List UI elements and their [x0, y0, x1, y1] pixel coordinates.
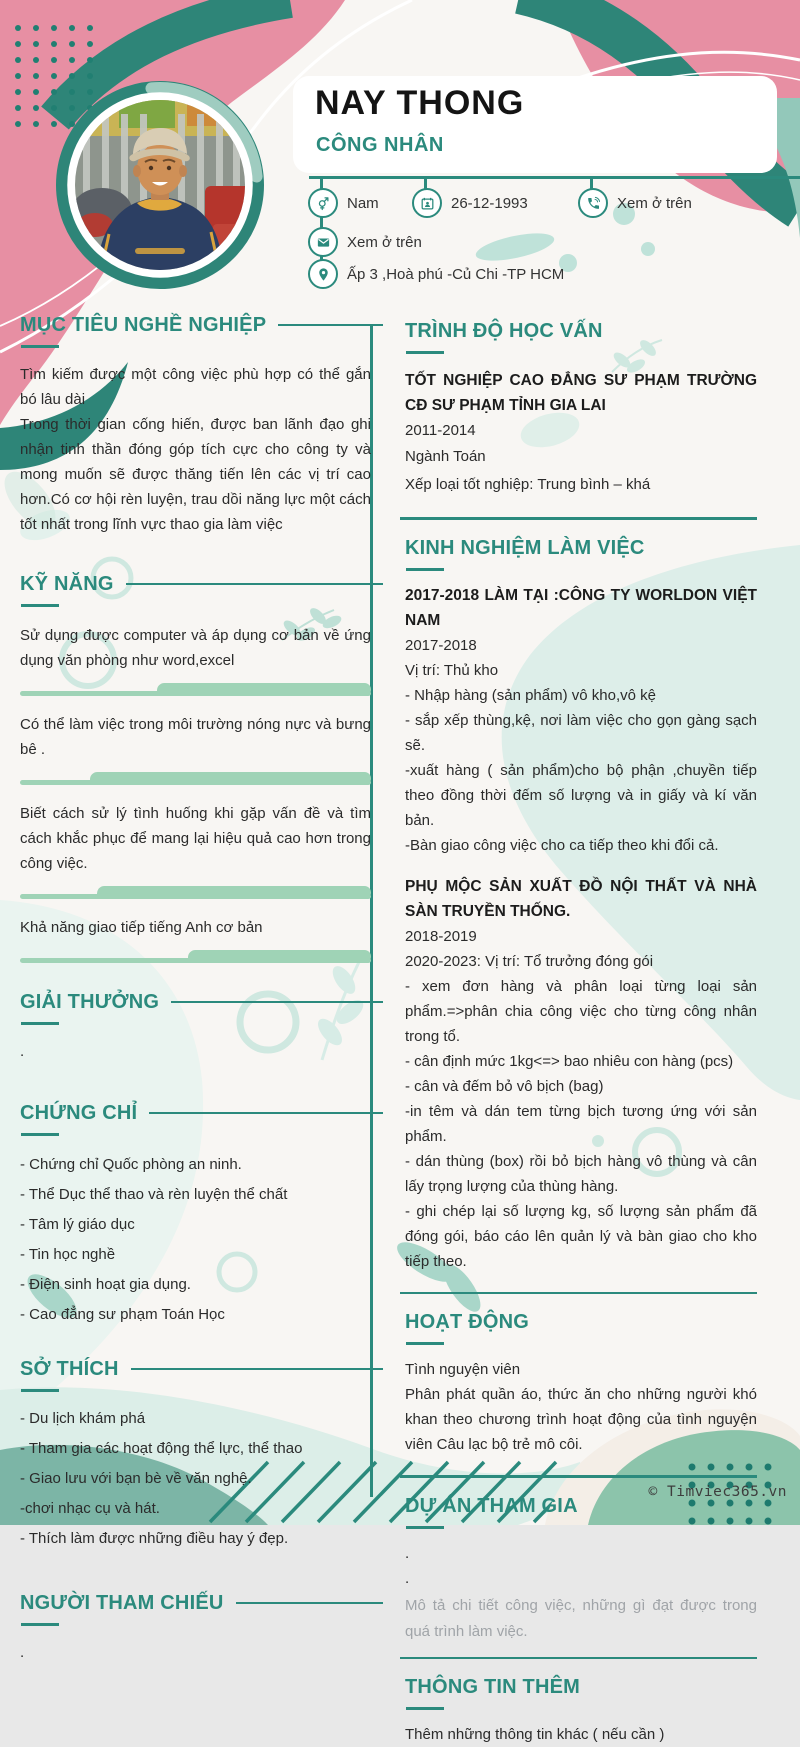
contact-birthday-label: 26-12-1993 [451, 194, 528, 212]
job-position: Vị trí: Thủ kho [405, 661, 499, 679]
section-separator [400, 517, 757, 520]
bullet-item: - sắp xếp thùng,kệ, nơi làm việc cho gọn gàng sạch sẽ. [405, 711, 757, 754]
skill-text: Biết cách sử lý tình huống khi gặp vấn đề và tìm cách khắc phục để mang lại hiệu quả cao hơn trong công việc. [20, 805, 371, 872]
section-hobbies [20, 1356, 371, 1554]
job-time: 2017-2018 [405, 636, 477, 654]
mail-icon [308, 227, 338, 257]
project-placeholder: Mô tả chi tiết công việc, những gì đạt được trong quá trình làm việc. [405, 1596, 757, 1640]
section-heading: KỸ NĂNG [20, 573, 114, 595]
job-title: PHỤ MỘC SẢN XUẤT ĐỒ NỘI THẤT VÀ NHÀ SÀN TRUYỀN THỐNG. [405, 877, 757, 920]
contact-address [308, 259, 564, 289]
section-heading: NGƯỜI THAM CHIẾU [20, 1592, 224, 1614]
section-certificates [20, 1100, 371, 1330]
section-heading: CHỨNG CHỈ [20, 1102, 138, 1124]
section-heading: DỰ ÁN THAM GIA [405, 1494, 578, 1517]
bullet-item: - cân định mức 1kg<=> bao nhiêu con hàng (pcs) [405, 1052, 734, 1070]
contact-birthday [412, 188, 528, 218]
skill-text: Khả năng giao tiếp tiếng Anh cơ bản [20, 919, 263, 936]
job-title: CÔNG NHÂN [316, 134, 444, 156]
section-projects [405, 1493, 757, 1645]
activity-line: Phân phát quần áo, thức ăn cho những người khó khan theo chương trình hoạt động của tình nguyện viên Câu lạc bộ trẻ mô côi. [405, 1386, 757, 1453]
section-separator [400, 1475, 757, 1478]
section-objective [20, 312, 371, 537]
bullet-item: -xuất hàng ( sản phẩm)cho bộ phận ,chuyền tiếp theo đồng thời đếm số lượng và in giấy và kí văn bản. [405, 761, 757, 829]
section-experience [405, 535, 757, 1274]
skill-item [20, 712, 371, 785]
experience-job [405, 874, 757, 1274]
skill-text: Có thể làm việc trong môi trường nóng nực và bưng bê . [20, 716, 371, 758]
bullet-item: - dán thùng (box) rồi bỏ bịch hàng vô thùng và cân lấy trọng lượng của thùng hàng. [405, 1152, 757, 1195]
contact-address-label: Ấp 3 ,Hoà phú -Củ Chi -TP HCM [347, 265, 565, 283]
list-item: - Tham gia các hoạt động thể lực, thể thao [20, 1440, 303, 1457]
list-item: - Tin học nghề [20, 1246, 116, 1263]
skill-bar [20, 772, 371, 785]
additional-text: Thêm những thông tin khác ( nếu cần ) [405, 1726, 665, 1743]
skill-bar [20, 950, 371, 963]
section-awards [20, 989, 371, 1064]
bullet-item: - xem đơn hàng và phân loại từng loại sản phẩm.=>phân chia công việc cho từng công nhân trong tổ. [405, 977, 757, 1045]
skill-item [20, 801, 371, 899]
list-item: - Thích làm được những điều hay ý đẹp. [20, 1530, 289, 1547]
skill-bar [20, 886, 371, 899]
profile-photo [57, 82, 263, 288]
section-heading: SỞ THÍCH [20, 1358, 119, 1380]
education-school: TỐT NGHIỆP CAO ĐẲNG SƯ PHẠM TRƯỜNG CĐ SƯ PHẠM TỈNH GIA LAI [405, 372, 757, 414]
list-item: - Cao đẳng sư phạm Toán Học [20, 1306, 225, 1323]
section-heading: THÔNG TIN THÊM [405, 1676, 581, 1698]
section-heading: TRÌNH ĐỘ HỌC VẤN [405, 320, 603, 342]
list-item: - Du lịch khám phá [20, 1410, 146, 1427]
location-icon [308, 259, 338, 289]
contact-phone-label: Xem ở trên [617, 194, 692, 212]
skill-bar [20, 683, 371, 696]
project-dot: . [405, 1544, 410, 1562]
section-activities [405, 1309, 757, 1457]
skill-item [20, 623, 371, 696]
education-major: Ngành Toán [405, 448, 486, 465]
candidate-name: NAY THONG [315, 84, 525, 122]
contact-divider-line [309, 176, 800, 179]
bullet-item: - Nhập hàng (sản phẩm) vô kho,vô kệ [405, 686, 656, 704]
section-skills [20, 571, 371, 963]
section-heading: HOẠT ĐỘNG [405, 1311, 530, 1333]
list-item: - Điện sinh hoạt gia dụng. [20, 1276, 191, 1293]
contact-email-label: Xem ở trên [347, 233, 422, 251]
right-column [405, 318, 757, 1747]
awards-content: . [20, 1043, 25, 1060]
bullet-item: -Bàn giao công việc cho ca tiếp theo khi đổi cả. [405, 836, 719, 854]
list-item: -chơi nhạc cụ và hát. [20, 1500, 160, 1517]
section-additional [405, 1674, 757, 1747]
job-position: 2020-2023: Vị trí: Tổ trưởng đóng gói [405, 952, 654, 970]
section-separator [400, 1657, 757, 1660]
bullet-item: -in têm và dán tem từng bịch tương ứng với sản phẩm. [405, 1102, 757, 1145]
job-time: 2018-2019 [405, 927, 477, 945]
section-separator [400, 1292, 757, 1295]
phone-icon [578, 188, 608, 218]
copyright: © Timviec365.vn [648, 1484, 787, 1500]
objective-paragraph: Tìm kiếm được một công việc phù hợp có thể gắn bó lâu dài [20, 366, 371, 408]
experience-job [405, 583, 757, 858]
list-item: - Giao lưu với bạn bè về văn nghệ. [20, 1470, 252, 1487]
project-dot: . [405, 1569, 410, 1587]
job-title: 2017-2018 LÀM TẠI :CÔNG TY WORLDON VIỆT NAM [405, 586, 757, 629]
section-heading: GIẢI THƯỞNG [20, 991, 160, 1013]
skill-text: Sử dụng được computer và áp dụng cơ bản về ứng dụng văn phòng như word,excel [20, 627, 371, 669]
section-education [405, 318, 757, 499]
references-content: . [20, 1644, 25, 1661]
bullet-item: - ghi chép lại số lượng kg, số lượng sản phẩm đã đóng gói, báo cáo lên quản lý và bàn giao cho kho tiếp theo. [405, 1202, 757, 1270]
contact-gender-label: Nam [347, 194, 379, 212]
bullet-item: - cân và đếm bỏ vô bịch (bag) [405, 1077, 604, 1095]
contact-email [308, 227, 422, 257]
contact-gender [308, 188, 379, 218]
education-grade: Xếp loại tốt nghiệp: Trung bình – khá [405, 476, 651, 493]
calendar-icon [412, 188, 442, 218]
section-references [20, 1590, 371, 1665]
contact-phone [578, 188, 692, 218]
education-time: 2011-2014 [405, 422, 476, 439]
left-column [20, 312, 371, 1665]
section-heading: KINH NGHIỆM LÀM VIỆC [405, 536, 645, 559]
list-item: - Chứng chỉ Quốc phòng an ninh. [20, 1156, 242, 1173]
list-item: - Tâm lý giáo dục [20, 1216, 135, 1233]
objective-paragraph: Trong thời gian cống hiến, được ban lãnh đạo ghi nhận tinh thần đóng góp tích cực cho công ty và mong muốn sẽ được thăng tiến lên các vị trí cao hơn.Có cơ hội rèn luyện, trau dồi năng lực một cách tốt nhất trong lĩnh vực thao gia làm việc [20, 416, 371, 533]
skill-item [20, 915, 371, 963]
section-heading: MỤC TIÊU NGHỀ NGHIỆP [20, 314, 267, 336]
gender-icon [308, 188, 338, 218]
list-item: - Thể Dục thể thao và rèn luyện thể chất [20, 1186, 288, 1203]
activity-line: Tình nguyện viên [405, 1361, 521, 1378]
